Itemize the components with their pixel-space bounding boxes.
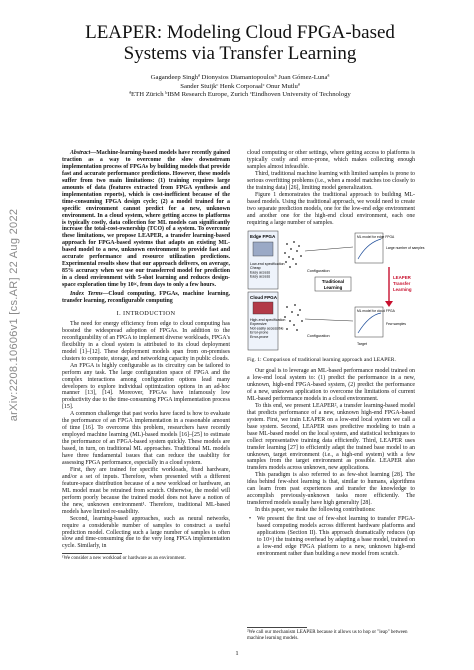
figure-caption-text: Comparison of traditional learning approach and LEAPER. <box>263 357 396 364</box>
abstract <box>62 150 230 289</box>
edge-samples-scatter <box>284 242 302 269</box>
footnote-rule-2 <box>247 627 307 628</box>
page-number: 1 <box>235 650 239 657</box>
cloud-note-1: High-end specification <box>250 318 286 323</box>
learning-label: Learning <box>323 285 343 291</box>
abstract-text: —Machine-learning-based models have recently gained traction as a way to overcome the slow downstream implementation process of FPGAs by building models that provide fast and accurate performance predictions. However, these models suffer from two main limitations: (1) training requires large amounts of data (features extracted from FPGA synthesis and implementation reports), which is cost-inefficient because of the time-consuming FPGA design cycle; (2) a model trained for a specific environment cannot predict for a new, unknown environment. In a cloud system, where getting access to platforms is typically costly, data collection for ML models can significantly increase the total-cost-ownership (TCO) of a system. To overcome these limitations, we propose LEAPER, a transfer learning-based approach for FPGA-based systems that adapts an existing ML-based model to a new, unknown environment to provide fast and accurate performance and resource utilization predictions. Experimental results show that our approach delivers, on average, 85% accuracy when we use our transferred model for prediction in a cloud environment with 5-shot learning and reduces design-space exploration time by 10×, from days to only a few hours. <box>62 150 230 289</box>
footnote-2-block <box>247 624 415 642</box>
contributions-intro: In this paper, we make the following contributions: <box>255 507 376 514</box>
intro-paragraph-3: A common challenge that past works have faced is how to evaluate the performance of an FPGA implementation in a reasonable amount of time [16]. To overcome this problem, researchers have recently employed machine learning (ML)-based models [16]–[25] to estimate the performance of an FPGA-based system quickly. These models are based, in turn, on traditional ML approaches. Traditional ML models have three fundamental issues that can reduce the usability for assessing FPGA performance, especially in a cloud system. <box>62 411 230 466</box>
left-column <box>62 150 230 562</box>
cloud-samples-scatter <box>284 305 303 332</box>
edge-note-4: Easy access <box>250 275 271 280</box>
right-paragraph-2: Third, traditional machine learning with limited samples is prone to serious overfitting problems (i.e., when a model matches too closely to the training data) [26], limiting model generalization. <box>247 170 415 191</box>
contributions-list <box>247 516 415 558</box>
figure-1 <box>247 229 425 355</box>
title-line-1: LEAPER: Modeling Cloud FPGA-based <box>85 22 395 43</box>
goal-paragraph: Our goal is to leverage an ML-based performance model trained on a low-end local system to: (1) predict the performance in a new, unknown, high-end FPGA-based system, (2) predict the performance of a new, unknown application to overcome the limitations of current ML-based performance models in a cloud environment. <box>247 368 415 402</box>
cloud-flow-arrow <box>305 319 353 321</box>
index-terms-text: —Cloud computing, FPGAs, machine learning, transfer learning, reconfigurable computing <box>62 291 230 305</box>
right-column <box>247 150 425 558</box>
cloud-notes <box>250 318 286 339</box>
transfer-label: Transfer <box>393 281 411 287</box>
authors-line-1: Gagandeep Singhª Dionysios Diamantopoulosᵇ Juan Gómez-Lunaª <box>150 74 330 81</box>
figure-1-diagram <box>247 229 425 355</box>
leaper-label: LEAPER <box>393 275 411 281</box>
footnote-2: ²We call our mechanism LEAPER because it allows us to hop or "leap" between machine learning models. <box>247 630 408 641</box>
cloud-note-2: Expensive <box>250 322 267 327</box>
configuration-label-2: Configuration <box>307 334 330 339</box>
transfer-learning-label: Learning <box>393 287 412 293</box>
footnote-rule <box>62 553 122 554</box>
figure-1-caption <box>247 357 415 364</box>
cloud-note-4: Error-prone <box>250 331 269 336</box>
traditional-label: Traditional <box>321 279 345 285</box>
cloud-note-3: Not easily accessible <box>250 326 284 331</box>
index-terms <box>62 291 230 305</box>
intro-paragraph-5: Second, learning-based approaches, such as neural networks, require a considerable number of samples to construct a useful prediction model. Collecting such a large number of samples is often slow and time-consuming due to the very long FPGA implementation cycle. Similarly, in <box>62 515 230 550</box>
arxiv-sidebar <box>6 150 22 480</box>
large-samples-note-1: Large number of samples <box>386 246 425 251</box>
right-paragraph-1: cloud computing or other settings, where getting access to platforms is typically costly and error-prone, which makes collecting enough samples almost infeasible. <box>247 150 415 170</box>
target-label: Target <box>357 342 367 347</box>
intro-paragraph-1: The need for energy efficiency from edge to cloud computing has boosted the widespread adoption of FPGAs. In addition to the reconfigurability of an FPGA to implement diverse workloads, FPGA's flexibility in a cloud system is attributed to its cloud deployment model [1]–[12]. These deployment models span from on-premises clusters to compute, storage, and networking capacity in public clouds. <box>62 320 230 362</box>
edge-fpga-label: Edge FPGA <box>250 234 276 240</box>
cloud-note-5: Error-prone <box>250 335 269 340</box>
author-block <box>50 74 430 100</box>
footnote-1: ¹We consider a new workload or hardware as an environment. <box>62 556 186 562</box>
affiliations: ªETH Zürich ᵇIBM Research Europe, Zurich ᶜEindhoven University of Technology <box>129 91 351 99</box>
arxiv-identifier: arXiv:2208.10606v1 [cs.AR] 22 Aug 2022 <box>8 208 20 422</box>
index-terms-label: Index Terms <box>70 291 103 298</box>
title-line-2: Systems via Transfer Learning <box>123 43 357 64</box>
edge-note-3: Easy access <box>250 270 271 275</box>
contribution-item-1: • We present the first use of few-shot learning to transfer FPGA-based computing models across different hardware platforms and applications (Section II). This approach dramatically reduces (up to 10×) the training overhead by adapting a base model, trained on a low-end edge FPGA platform to a new, unknown high-end environment rather than building a new model from scratch. <box>257 516 415 558</box>
abstract-label: Abstract <box>70 150 91 156</box>
right-paragraph-3: Figure 1 demonstrates the traditional approach to building ML-based models. Using the traditional approach, we would need to create two separate prediction models, one for the low-end edge environment and another one for the high-end cloud environment, each one requiring a large number of samples. <box>247 191 415 226</box>
ml-model-edge-label: ML model for edge FPGA <box>357 235 395 240</box>
configuration-label-1: Configuration <box>307 269 330 274</box>
intro-paragraph-2: An FPGA is highly configurable as its circuitry can be tailored to perform any task. The large configuration space of FPGA and the complex interactions among configuration options lead many developers to explore individual optimization options in an ad-hoc manner [13], [14]. Moreover, FPGAs have infamously low productivity due to the time-consuming FPGA implementation process [15]. <box>62 362 230 411</box>
section-heading-introduction: I. INTRODUCTION <box>116 309 176 317</box>
edge-flow-arrow <box>305 247 353 251</box>
authors-line-2: Sander Stuijkᶜ Henk Corporaalᶜ Onur Mutluª <box>180 82 300 90</box>
figure-caption-label: Fig. 1: <box>247 357 262 364</box>
few-shot-paragraph: This paradigm is also referred to as few-shot learning [28]. The idea behind few-shot learning is that, similar to humans, algorithms can learn from past experiences and transfer the knowledge to accomplish previously-unknown tasks more efficiently. The transferred models usually have high generality [28]. <box>247 472 415 507</box>
intro-paragraph-4: First, they are trained for specific workloads, fixed hardware, and/or a set of inputs. Therefore, when presented with a different feature-space distribution because of a new workload or hardware, an ML model must be retrained from scratch. Otherwise, the model will perform poorly because the trained model does not have a notion of the new, unknown environment¹. Therefore, traditional ML-based models have limited re-usability. <box>62 466 230 515</box>
leaper-paragraph: To this end, we present LEAPER², a transfer learning-based model that predicts performance of a new, unknown high-end FPGA-based system. First, we train LEAPER on a low-end local system we call a base system. Second, LEAPER uses predictive modeling to train a base ML-based model on the local system, and statistical techniques to collect representative training data efficiently. Third, LEAPER uses transfer learning [27] to efficiently adapt the trained base model to an unknown, target environment (i.e., a high-end system) with a few samples from the target environment as possible. LEAPER also transfers models across unknown, new applications. <box>247 402 415 472</box>
leaper-arrow-head-icon <box>385 301 393 307</box>
paper-title <box>60 22 420 64</box>
edge-fpga-panel <box>248 231 278 289</box>
edge-note-1: Low-end specification <box>250 262 285 267</box>
cloud-fpga-label: Cloud FPGA <box>250 295 278 301</box>
few-samples-note: Few samples <box>386 322 406 327</box>
cloud-fpga-board-icon <box>253 302 273 314</box>
edge-note-2: Cheap <box>250 266 261 271</box>
ml-model-cloud-label: ML model for cloud FPGA <box>357 309 395 314</box>
edge-notes <box>250 262 286 279</box>
edge-fpga-board-icon <box>253 242 273 256</box>
